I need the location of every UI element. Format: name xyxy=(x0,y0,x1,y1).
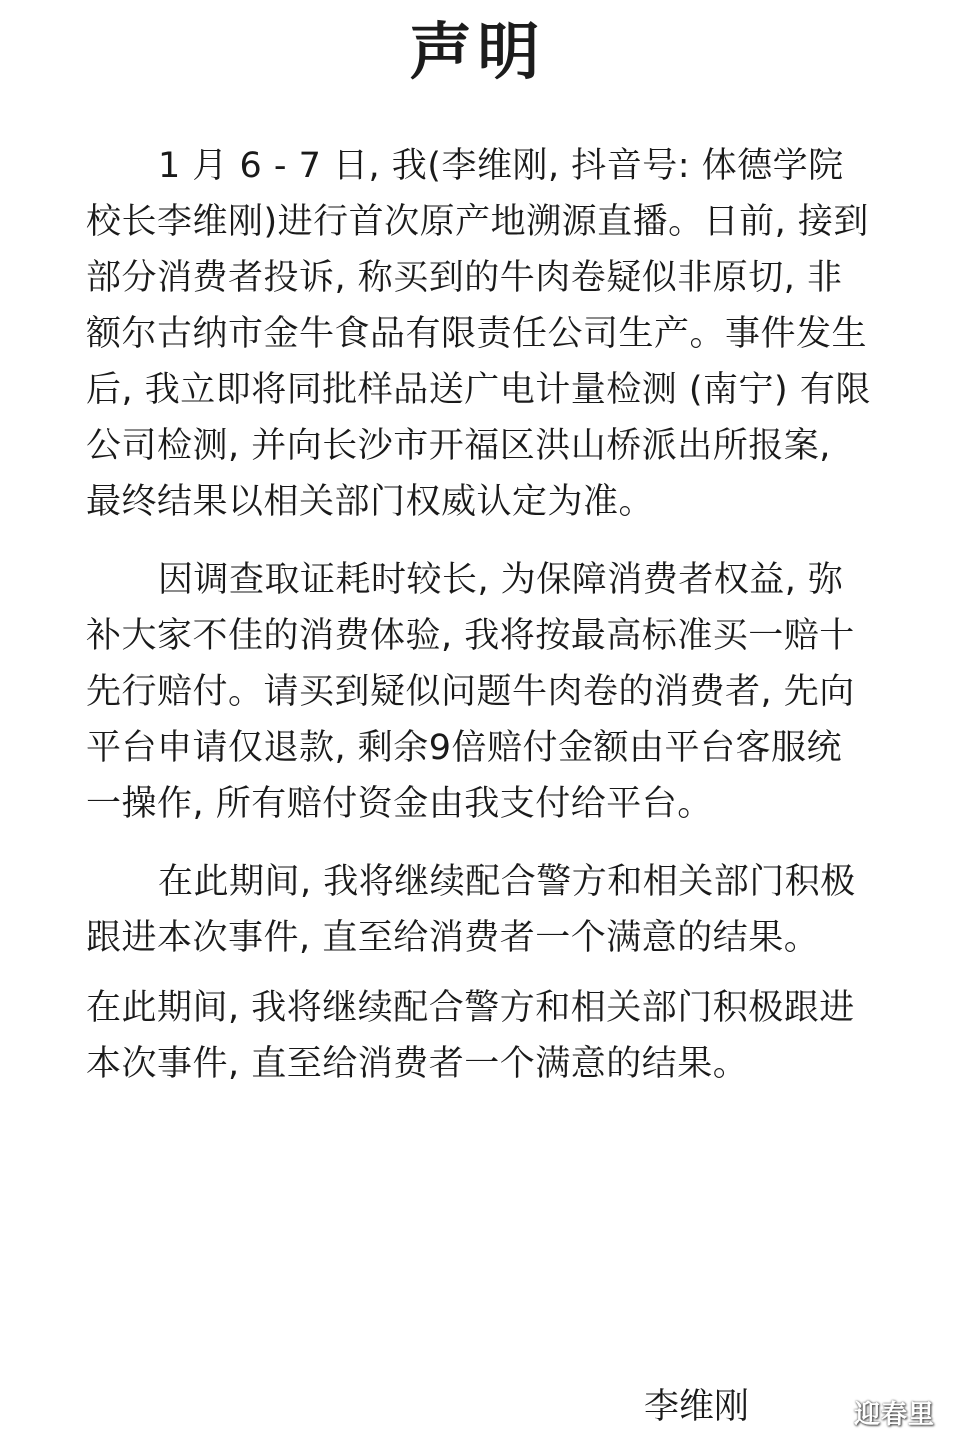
paragraph-3: 在此期间, 我将继续配合警方和相关部门积极跟进本次事件, 直至给消费者一个满意的结果。 xyxy=(86,862,856,958)
paragraph-4: 在此期间, 我将继续配合警方和相关部门积极跟进本次事件, 直至给消费者一个满意的结果。 xyxy=(86,988,855,1084)
paragraph-2: 因调查取证耗时较长, 为保障消费者权益, 弥补大家不佳的消费体验, 我将按最高标准买一赔十先行赔付。请买到疑似问题牛肉卷的消费者, 先向平台申请仅退款, 剩余9倍赔付金额由平台客服统一操作, 所有赔付资金由我支付给平台。 xyxy=(86,560,855,824)
document-body xyxy=(86,138,876,1114)
paragraph-1: 1 月 6 - 7 日, 我(李维刚, 抖音号: 体德学院校长李维刚)进行首次原产地溯源直播。日前, 接到部分消费者投诉, 称买到的牛肉卷疑似非原切, 非额尔古纳市金牛食品有限责任公司生产。事件发生后, 我立即将同批样品送广电计量检测 (南宁) 有限公司检测, 并向长沙市开福区洪山桥派出所报案, 最终结果以相关部门权威认定为准。 xyxy=(86,146,871,522)
document-title: 声明 xyxy=(409,15,546,88)
signature: 李维刚 xyxy=(643,1387,749,1427)
watermark-text: 迎春里 xyxy=(853,1400,935,1430)
